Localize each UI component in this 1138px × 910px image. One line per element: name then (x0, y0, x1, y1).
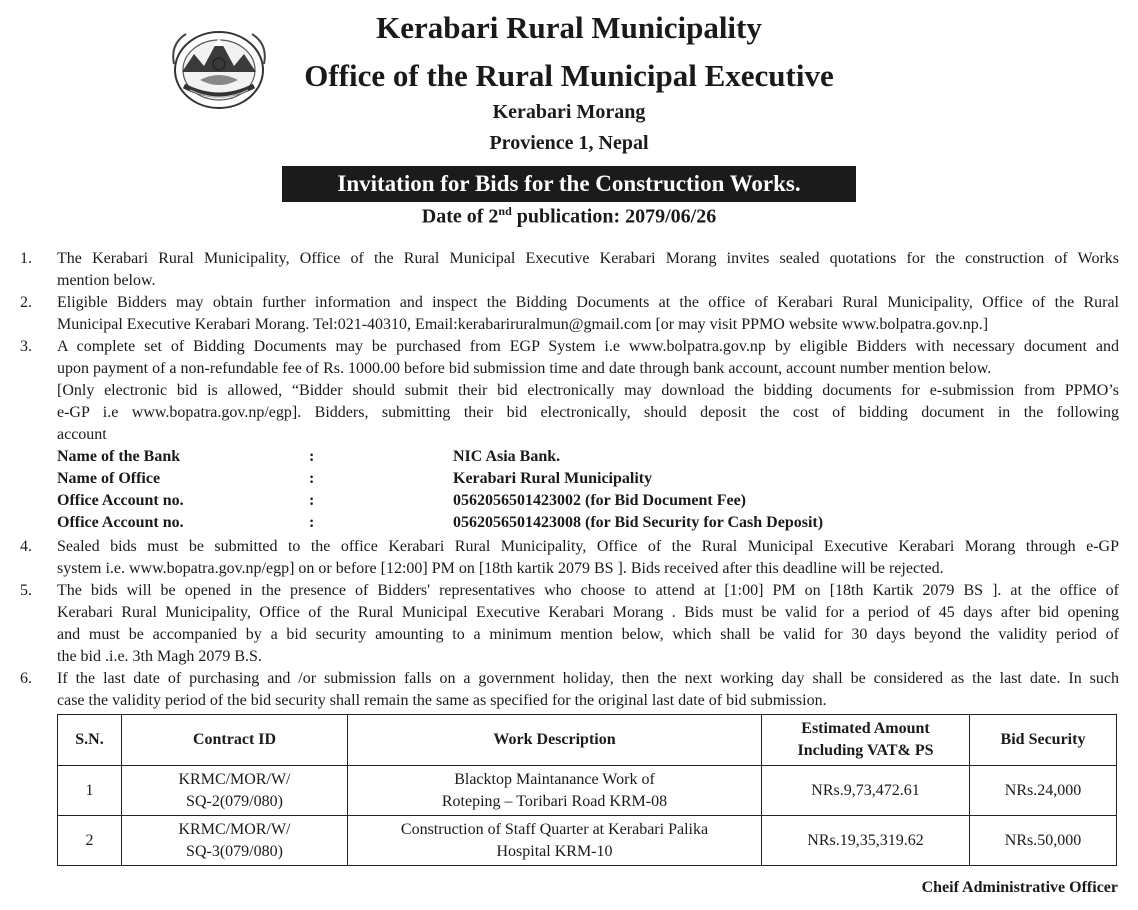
bank-detail-separator: : (309, 470, 315, 487)
bank-detail-label: Office Account no. (57, 514, 184, 531)
cell-contract-id (122, 766, 348, 816)
publication-date-prefix: Date of 2 (421, 205, 499, 228)
bank-detail-row (57, 490, 957, 512)
clause-line: and must be accompanied by a bid security amounting to a minimum mention below, which shall be valid for 30 days beyond the validity period of (57, 626, 1119, 643)
municipality-title: Kerabari Rural Municipality (376, 10, 762, 45)
bank-detail-value: Kerabari Rural Municipality (453, 470, 653, 487)
office-province: Provience 1, Nepal (489, 132, 649, 154)
cell-line: SQ-2(079/080) (186, 792, 283, 810)
office-location: Kerabari Morang (492, 101, 646, 123)
bank-detail-separator: : (309, 514, 315, 531)
clause-line: Sealed bids must be submitted to the office Kerabari Rural Municipality, Office of the Rural Municipal Executive Kerabari Morang through e-GP (57, 538, 1119, 555)
clause-number: 1. (20, 250, 32, 267)
clause-line: [Only electronic bid is allowed, “Bidder should submit their bid electronically may download the bidding documents for e-submission from PPMO’s (57, 382, 1119, 399)
signatory-title: Cheif Administrative Officer (921, 879, 1118, 896)
header-line: Including VAT& PS (797, 742, 934, 759)
bank-detail-value: NIC Asia Bank. (453, 448, 561, 465)
cell-work-description (348, 816, 762, 866)
bank-detail-label: Name of the Bank (57, 448, 181, 465)
office-title: Office of the Rural Municipal Executive (304, 58, 834, 93)
column-header-estimated-amount (762, 715, 970, 766)
clause-line: The bids will be opened in the presence of Bidders' representatives who choose to attend at [1:00] PM on [18th Kartik 2079 BS ]. at the office of (57, 582, 1119, 599)
clause-number: 4. (20, 538, 32, 555)
cell-line: Blacktop Maintanance Work of (454, 770, 655, 788)
publication-date (0, 204, 1138, 229)
cell-work-description (348, 766, 762, 816)
column-header-contract-id: Contract ID (122, 715, 348, 766)
cell-line: Hospital KRM-10 (496, 842, 613, 860)
clause-number: 2. (20, 294, 32, 311)
clause-line: Kerabari Rural Municipality, Office of the Rural Municipal Executive Kerabari Morang . Bids must be valid for a period of 45 days after bid opening (57, 604, 1119, 621)
cell-line: Construction of Staff Quarter at Kerabari Palika (400, 820, 709, 838)
bank-detail-value: 0562056501423002 (for Bid Document Fee) (453, 492, 746, 509)
bid-works-table (57, 714, 1117, 866)
table-row (58, 766, 1117, 816)
bank-detail-value: 0562056501423008 (for Bid Security for Cash Deposit) (453, 514, 824, 531)
bank-detail-separator: : (309, 492, 315, 509)
clause-number: 6. (20, 670, 32, 687)
cell-sn: 1 (58, 766, 122, 816)
bank-detail-separator: : (309, 448, 315, 465)
cell-sn: 2 (58, 816, 122, 866)
clause-line: If the last date of purchasing and /or submission falls on a government holiday, then the next working day shall be considered as the last date. In such (57, 670, 1119, 687)
table-header-row (58, 715, 1117, 766)
header-line: Estimated Amount (801, 720, 930, 737)
clause-line: A complete set of Bidding Documents may be purchased from EGP System i.e www.bolpatra.gov.np by eligible Bidders with necessary document and (57, 338, 1119, 355)
cell-line: Roteping – Toribari Road KRM-08 (441, 792, 668, 810)
publication-date-value: publication: 2079/06/26 (511, 205, 717, 228)
table-row (58, 816, 1117, 866)
publication-date-ordinal: nd (498, 204, 512, 218)
clause-line: case the validity period of the bid security shall remain the same as specified for the original last date of bid submission. (57, 692, 827, 709)
cell-bid-security: NRs.50,000 (970, 816, 1117, 866)
clause-line: mention below. (57, 272, 156, 289)
bank-detail-label: Name of Office (57, 470, 161, 487)
clause-line: account (57, 426, 107, 443)
cell-estimated-amount: NRs.19,35,319.62 (762, 816, 970, 866)
column-header-sn: S.N. (58, 715, 122, 766)
column-header-bid-security: Bid Security (970, 715, 1117, 766)
clause-line: Eligible Bidders may obtain further information and inspect the Bidding Documents at the office of Kerabari Rural Municipality, Office of the Rural (57, 294, 1119, 311)
bank-detail-label: Office Account no. (57, 492, 184, 509)
clause-number: 3. (20, 338, 32, 355)
clause-line: the bid .i.e. 3th Magh 2079 B.S. (57, 648, 262, 665)
bank-detail-row (57, 468, 957, 490)
clause-line: The Kerabari Rural Municipality, Office of the Rural Municipal Executive Kerabari Morang invites sealed quotations for the construction of Works (57, 250, 1119, 267)
cell-estimated-amount: NRs.9,73,472.61 (762, 766, 970, 816)
cell-line: SQ-3(079/080) (186, 842, 283, 860)
cell-bid-security: NRs.24,000 (970, 766, 1117, 816)
column-header-work-description: Work Description (348, 715, 762, 766)
clause-line: e-GP i.e www.bopatra.gov.np/egp]. Bidders, submitting their bid electronically, should deposit the cost of bidding document in the following (57, 404, 1119, 421)
clause-number: 5. (20, 582, 32, 599)
clause-line: system i.e. www.bopatra.gov.np/egp] on or before [12:00] PM on [18th kartik 2079 BS ]. Bids received after this deadline will be rejected. (57, 560, 944, 577)
clause-line: upon payment of a non-refundable fee of Rs. 1000.00 before bid submission time and date through bank account, account number mention below. (57, 360, 992, 377)
cell-line: KRMC/MOR/W/ (178, 770, 291, 788)
bank-detail-row (57, 512, 957, 534)
bank-detail-row (57, 446, 957, 468)
cell-contract-id (122, 816, 348, 866)
cell-line: KRMC/MOR/W/ (178, 820, 291, 838)
notice-banner: Invitation for Bids for the Construction Works. (282, 166, 856, 202)
clause-line: Municipal Executive Kerabari Morang. Tel:021-40310, Email:kerabariruralmun@gmail.com [or may visit PPMO website www.bolpatra.gov.np.] (57, 316, 989, 333)
bank-details (57, 446, 957, 534)
